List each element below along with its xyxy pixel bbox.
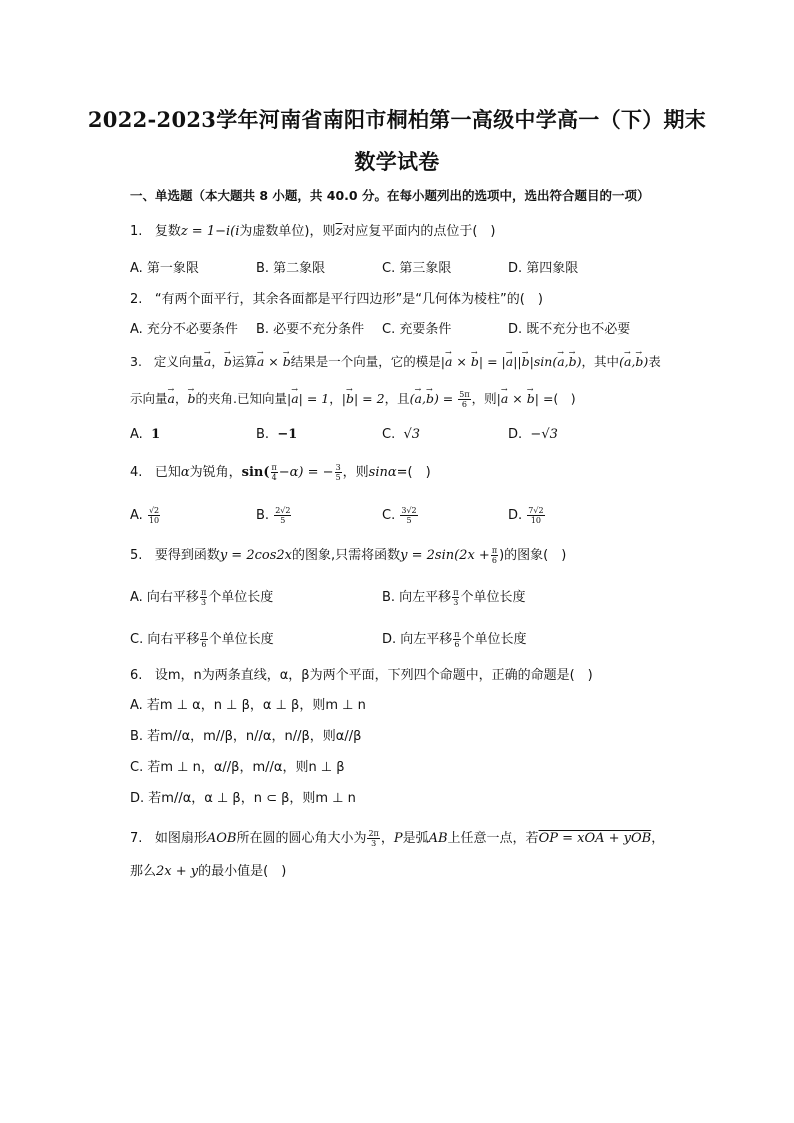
question-2-stem: 2. “有两个面平行，其余各面都是平行四边形”是“几何体为棱柱”的( ) xyxy=(130,292,543,307)
question-3-option-b: B. −1 xyxy=(256,427,298,442)
question-5-stem: 5. 要得到函数y = 2cos2x的图象,只需将函数y = 2sin(2x + $\frac{\pi}{6}$ )的图象( ) xyxy=(130,546,567,565)
question-5-option-d: D. 向左平移 $\frac{\pi}{6}$ 个单位长度 xyxy=(382,630,527,649)
question-4-stem: 4. 已知α为锐角，sin( $\frac{\pi}{4}$ −α) = − $\frac{3}{5}$ ，则sinα=( ) xyxy=(130,463,431,482)
question-4-option-d: D. $\frac{7√2}{10}$ xyxy=(508,506,544,525)
question-number: 1. xyxy=(130,224,143,239)
question-1-stem: 1. 复数z = 1−i(i为虚数单位)，则$\overline{z}$对应复平面内的点位于( ) xyxy=(130,224,496,239)
question-1-option-b: B. 第二象限 xyxy=(256,261,326,276)
question-5-option-b: B. 向左平移 $\frac{\pi}{3}$ 个单位长度 xyxy=(382,588,526,607)
question-3-option-c: C. √3 xyxy=(382,427,421,442)
question-6-option-b: B. 若m//α，m//β，n//α，n//β，则α//β xyxy=(130,729,362,744)
question-1-option-d: D. 第四象限 xyxy=(508,261,579,276)
question-6-stem: 6. 设m，n为两条直线，α，β为两个平面，下列四个命题中，正确的命题是( ) xyxy=(130,668,593,683)
question-6-option-a: A. 若m ⊥ α，n ⊥ β，α ⊥ β，则m ⊥ n xyxy=(130,698,366,713)
question-5-option-a: A. 向右平移 $\frac{\pi}{3}$ 个单位长度 xyxy=(130,588,274,607)
question-2-option-b: B. 必要不充分条件 xyxy=(256,322,365,337)
question-7-line2: 那么2x + y的最小值是( ) xyxy=(130,864,287,879)
question-5-option-c: C. 向右平移 $\frac{\pi}{6}$ 个单位长度 xyxy=(130,630,274,649)
question-3-option-d: D. −√3 xyxy=(508,427,558,442)
question-3-line2: 示向量→ a，→ b的夹角.已知向量|→ a| = 1，|→ b| = 2，且(→ a,→ b) = $\frac{5\pi}{6}$ ，则|→ a × → b| =( ) xyxy=(130,390,576,409)
question-1-option-a: A. 第一象限 xyxy=(130,261,199,276)
question-7-line1: 7. 如图扇形AOB所在圆的圆心角大小为 $\frac{2\pi}{3}$ ，P是弧AB上任意一点，若OP = xOA + yOB， xyxy=(130,829,665,848)
exam-title-line1: 2022-2023学年河南省南阳市桐柏第一高级中学高一（下）期末 xyxy=(87,107,707,132)
exam-title-line2: 数学试卷 xyxy=(354,149,440,174)
question-2-option-d: D. 既不充分也不必要 xyxy=(508,322,631,337)
question-4-option-c: C. $\frac{3√2}{5}$ xyxy=(382,506,417,525)
question-2-option-c: C. 充要条件 xyxy=(382,322,452,337)
question-4-option-b: B. $\frac{2√2}{5}$ xyxy=(256,506,291,525)
question-4-option-a: A. $\frac{√2}{10}$ xyxy=(130,506,160,525)
question-3-option-a: A. 1 xyxy=(130,427,161,442)
question-3-line1: 3. 定义向量→ a，→ b运算→ a × → b结果是一个向量，它的模是|→ a × → b| = |→ a||→ b|sin(→ a,→ b)，其中(→ a,→ b)表 xyxy=(130,354,661,370)
question-1-option-c: C. 第三象限 xyxy=(382,261,452,276)
question-2-option-a: A. 充分不必要条件 xyxy=(130,322,238,337)
question-6-option-c: C. 若m ⊥ n，α//β，m//α，则n ⊥ β xyxy=(130,760,345,775)
question-6-option-d: D. 若m//α，α ⊥ β，n ⊂ β，则m ⊥ n xyxy=(130,791,356,806)
section-heading: 一、单选题（本大题共 8 小题，共 40.0 分。在每小题列出的选项中，选出符合题目的一项） xyxy=(130,188,650,203)
